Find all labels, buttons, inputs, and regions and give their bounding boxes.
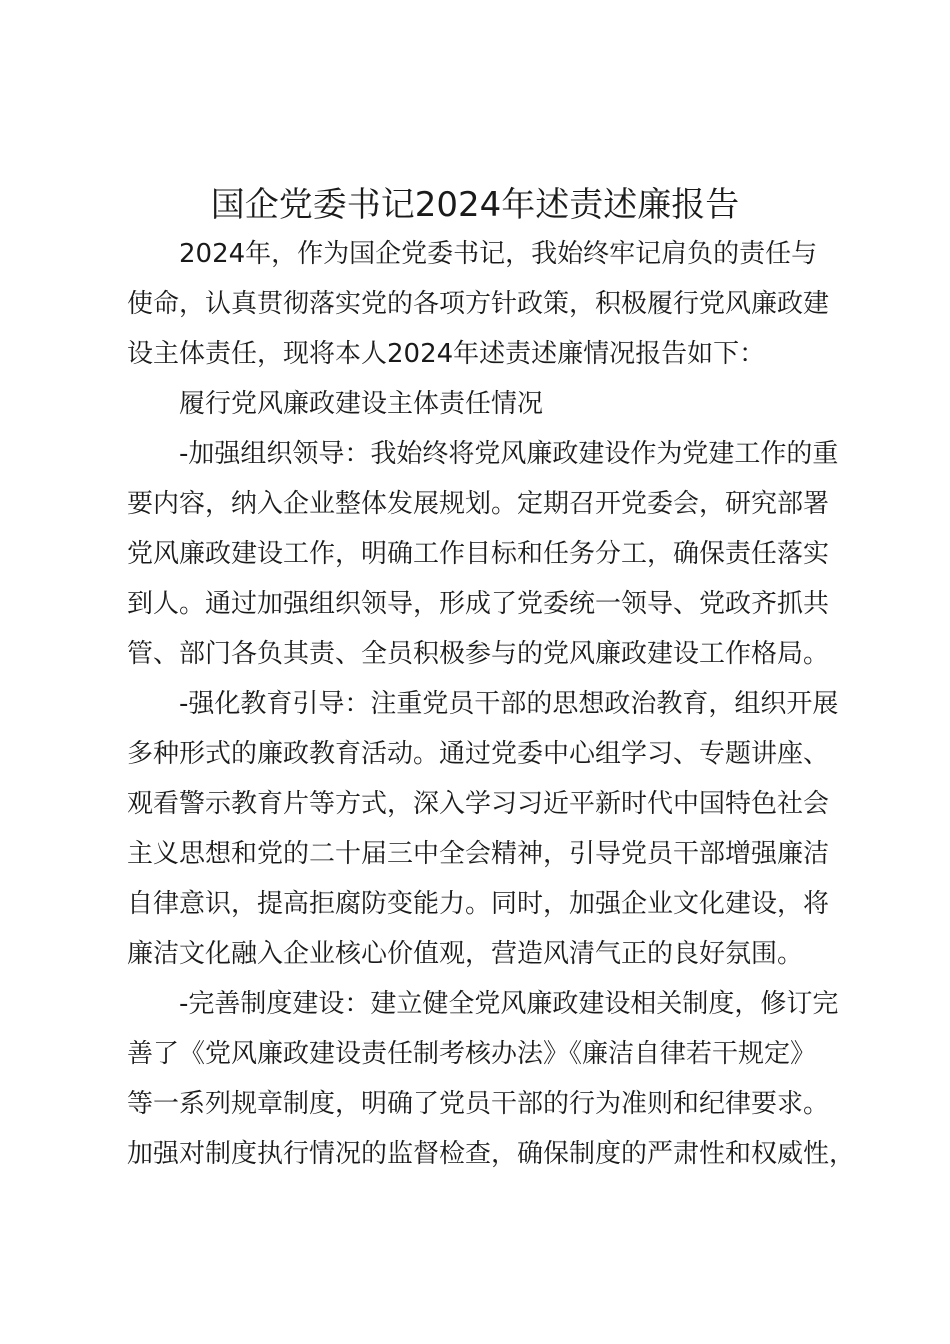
paragraph-line: -完善制度建设：建立健全党风廉政建设相关制度，修订完	[179, 989, 839, 1019]
paragraph-line: 多种形式的廉政教育活动。通过党委中心组学习、专题讲座、	[127, 739, 830, 769]
paragraph-line: 设主体责任，现将本人2024年述责述廉情况报告如下：	[127, 339, 766, 369]
paragraph-line: 使命，认真贯彻落实党的各项方针政策，积极履行党风廉政建	[127, 289, 830, 319]
paragraph-line: -强化教育引导：注重党员干部的思想政治教育，组织开展	[179, 689, 839, 719]
paragraph-line: 加强对制度执行情况的监督检查，确保制度的严肃性和权威性，	[127, 1139, 856, 1169]
paragraph-line: 2024年，作为国企党委书记，我始终牢记肩负的责任与	[179, 239, 818, 269]
paragraph-line: -加强组织领导：我始终将党风廉政建设作为党建工作的重	[179, 439, 839, 469]
paragraph-line: 廉洁文化融入企业核心价值观，营造风清气正的良好氛围。	[127, 939, 804, 969]
paragraph-line: 自律意识，提高拒腐防变能力。同时，加强企业文化建设，将	[127, 889, 830, 919]
section-heading: 履行党风廉政建设主体责任情况	[179, 389, 544, 419]
paragraph-line: 到人。通过加强组织领导，形成了党委统一领导、党政齐抓共	[127, 589, 830, 619]
document-title: 国企党委书记2024年述责述廉报告	[210, 185, 740, 225]
paragraph-line: 善了《党风廉政建设责任制考核办法》《廉洁自律若干规定》	[127, 1039, 817, 1069]
paragraph-line: 主义思想和党的二十届三中全会精神，引导党员干部增强廉洁	[127, 839, 830, 869]
paragraph-line: 党风廉政建设工作，明确工作目标和任务分工，确保责任落实	[127, 539, 830, 569]
paragraph-line: 要内容，纳入企业整体发展规划。定期召开党委会，研究部署	[127, 489, 830, 519]
paragraph-line: 管、部门各负其责、全员积极参与的党风廉政建设工作格局。	[127, 639, 830, 669]
paragraph-line: 等一系列规章制度，明确了党员干部的行为准则和纪律要求。	[127, 1089, 830, 1119]
paragraph-line: 观看警示教育片等方式，深入学习习近平新时代中国特色社会	[127, 789, 830, 819]
